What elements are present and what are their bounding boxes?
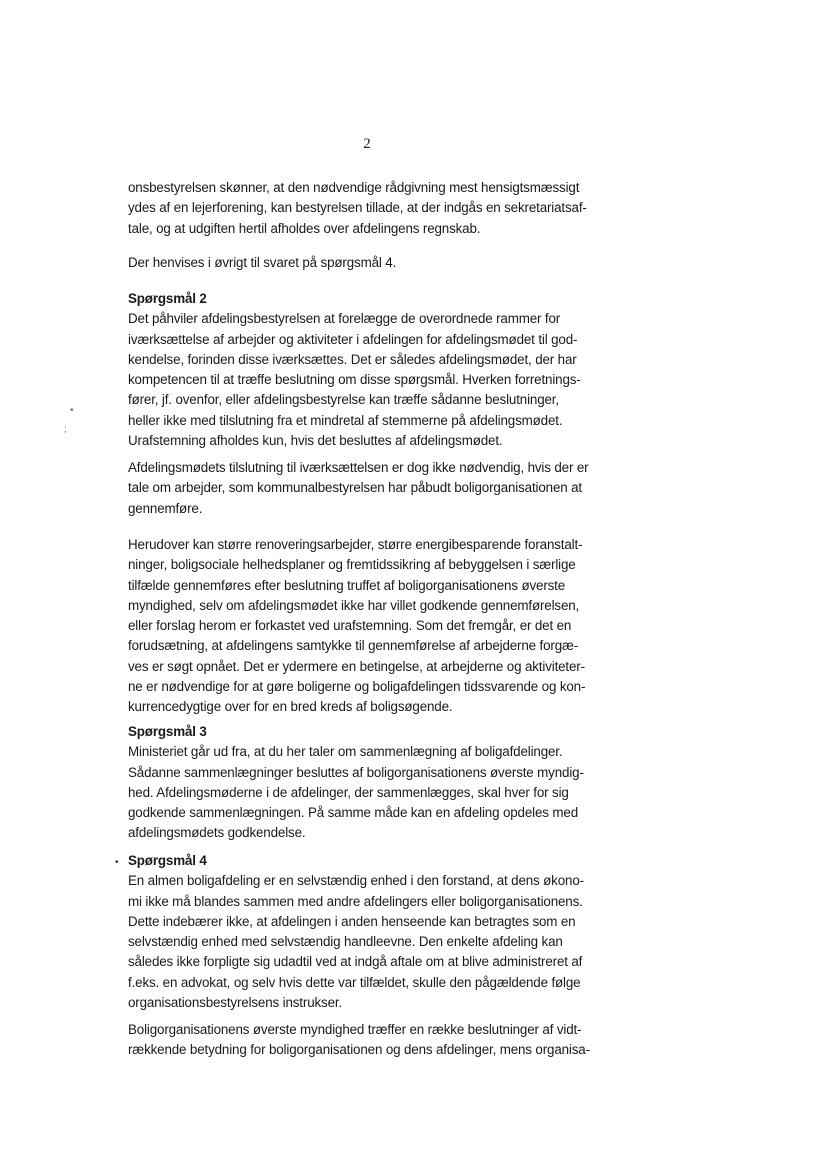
text-line: hed. Afdelingsmøderne i de afdelinger, der sammenlægges, skal hver for sig (128, 784, 569, 800)
text-line: tilfælde gennemføres efter beslutning truffet af boligorganisationens øverste (128, 577, 566, 593)
section-question-4 (128, 851, 618, 1013)
text-line: mi ikke må blandes sammen med andre afdelingers eller boligorganisationens. (128, 893, 583, 909)
question-heading: Spørgsmål 4 (128, 853, 207, 868)
text-line: En almen boligafdeling er en selvstændig enhed i den forstand, at dens økono- (128, 873, 584, 889)
text-line: kompetencen til at træffe beslutning om disse spørgsmål. Hverken forretnings- (128, 372, 581, 388)
text-line: Herudover kan større renoveringsarbejder, større energibesparende foranstalt- (128, 537, 583, 552)
text-line: ne er nødvendige for at gøre boligerne og boligafdelingen tidssvarende og kon- (128, 679, 586, 695)
paragraph-q2-c (128, 535, 618, 718)
text-line: Sådanne sammenlægninger besluttes af boligorganisationens øverste myndig- (128, 764, 584, 780)
text-line: Ministeriet går ud fra, at du her taler om sammenlægning af boligafdelinger. (128, 744, 563, 760)
section-question-3 (128, 722, 618, 844)
text-line: Urafstemning afholdes kun, hvis det besluttes af afdelingsmødet. (128, 433, 503, 449)
text-line: organisationsbestyrelsens instrukser. (128, 995, 343, 1011)
text-line: heller ikke med tilslutning fra et mindretal af stemmerne på afdelingsmødet. (128, 412, 563, 428)
text-line: rækkende betydning for boligorganisationen og dens afdelinger, mens organisa- (128, 1042, 590, 1058)
paragraph-q4-b (128, 1020, 618, 1061)
text-line: gennemføre. (128, 500, 203, 516)
scan-speck: ; (64, 424, 67, 435)
text-line: selvstændig enhed med selvstændig handleevne. Den enkelte afdeling kan (128, 934, 563, 950)
paragraph-q2-b (128, 458, 618, 519)
text-line: iværksættelse af arbejder og aktiviteter i afdelingen for afdelingsmødet til god- (128, 331, 578, 347)
text-line: kendelse, forinden disse iværksættes. Det er således afdelingsmødet, der har (128, 351, 577, 367)
text-line: godkende sammenlægningen. På samme måde kan en afdeling opdeles med (128, 805, 578, 821)
question-heading: Spørgsmål 2 (128, 291, 207, 306)
section-question-2 (128, 289, 618, 451)
text-line: f.eks. en advokat, og selv hvis dette var tilfældet, skulle den pågældende følge (128, 974, 581, 990)
paragraph-intro (128, 178, 618, 239)
scan-speck: • (70, 405, 74, 416)
text-line: Afdelingsmødets tilslutning til iværksættelsen er dog ikke nødvendig, hvis der er (128, 460, 589, 475)
text-line: Dette indebærer ikke, at afdelingen i anden henseende kan betragtes som en (128, 913, 576, 929)
page-number: 2 (363, 136, 371, 152)
text-line: således ikke forpligte sig udadtil ved at indgå aftale om at blive administreret af (128, 954, 583, 970)
text-line: Der henvises i øvrigt til svaret på spørgsmål 4. (128, 255, 397, 270)
paragraph-reference (128, 253, 618, 273)
text-line: forudsætning, at afdelingens samtykke til gennemførelse af arbejderne forgæ- (128, 638, 579, 654)
text-line: tale om arbejder, som kommunalbestyrelsen har påbudt boligorganisationen at (128, 480, 582, 496)
text-line: ves er søgt opnået. Det er ydermere en betingelse, at arbejderne og aktiviteter- (128, 658, 585, 674)
text-line: onsbestyrelsen skønner, at den nødvendige rådgivning mest hensigtsmæssigt (128, 180, 580, 195)
text-line: Det påhviler afdelingsbestyrelsen at forelægge de overordnede rammer for (128, 311, 561, 327)
text-line: ninger, boligsociale helhedsplaner og fremtidssikring af bebyggelsen i særlige (128, 557, 576, 573)
text-line: myndighed, selv om afdelingsmødet ikke har villet godkende gennemførelsen, (128, 597, 580, 613)
text-line: tale, og at udgiften hertil afholdes over afdelingens regnskab. (128, 220, 481, 236)
text-line: fører, jf. ovenfor, eller afdelingsbestyrelse kan træffe sådanne beslutninger, (128, 392, 559, 408)
scan-speck: • (115, 857, 119, 868)
text-line: ydes af en lejerforening, kan bestyrelsen tillade, at der indgås en sekretariatsaf- (128, 200, 587, 216)
text-line: Boligorganisationens øverste myndighed træffer en række beslutninger af vidt- (128, 1022, 582, 1037)
question-heading: Spørgsmål 3 (128, 724, 207, 739)
text-line: kurrencedygtige over for en bred kreds af boligsøgende. (128, 699, 453, 715)
text-line: eller forslag herom er forkastet ved urafstemning. Som det fremgår, er det en (128, 618, 572, 634)
text-line: afdelingsmødets godkendelse. (128, 825, 306, 841)
